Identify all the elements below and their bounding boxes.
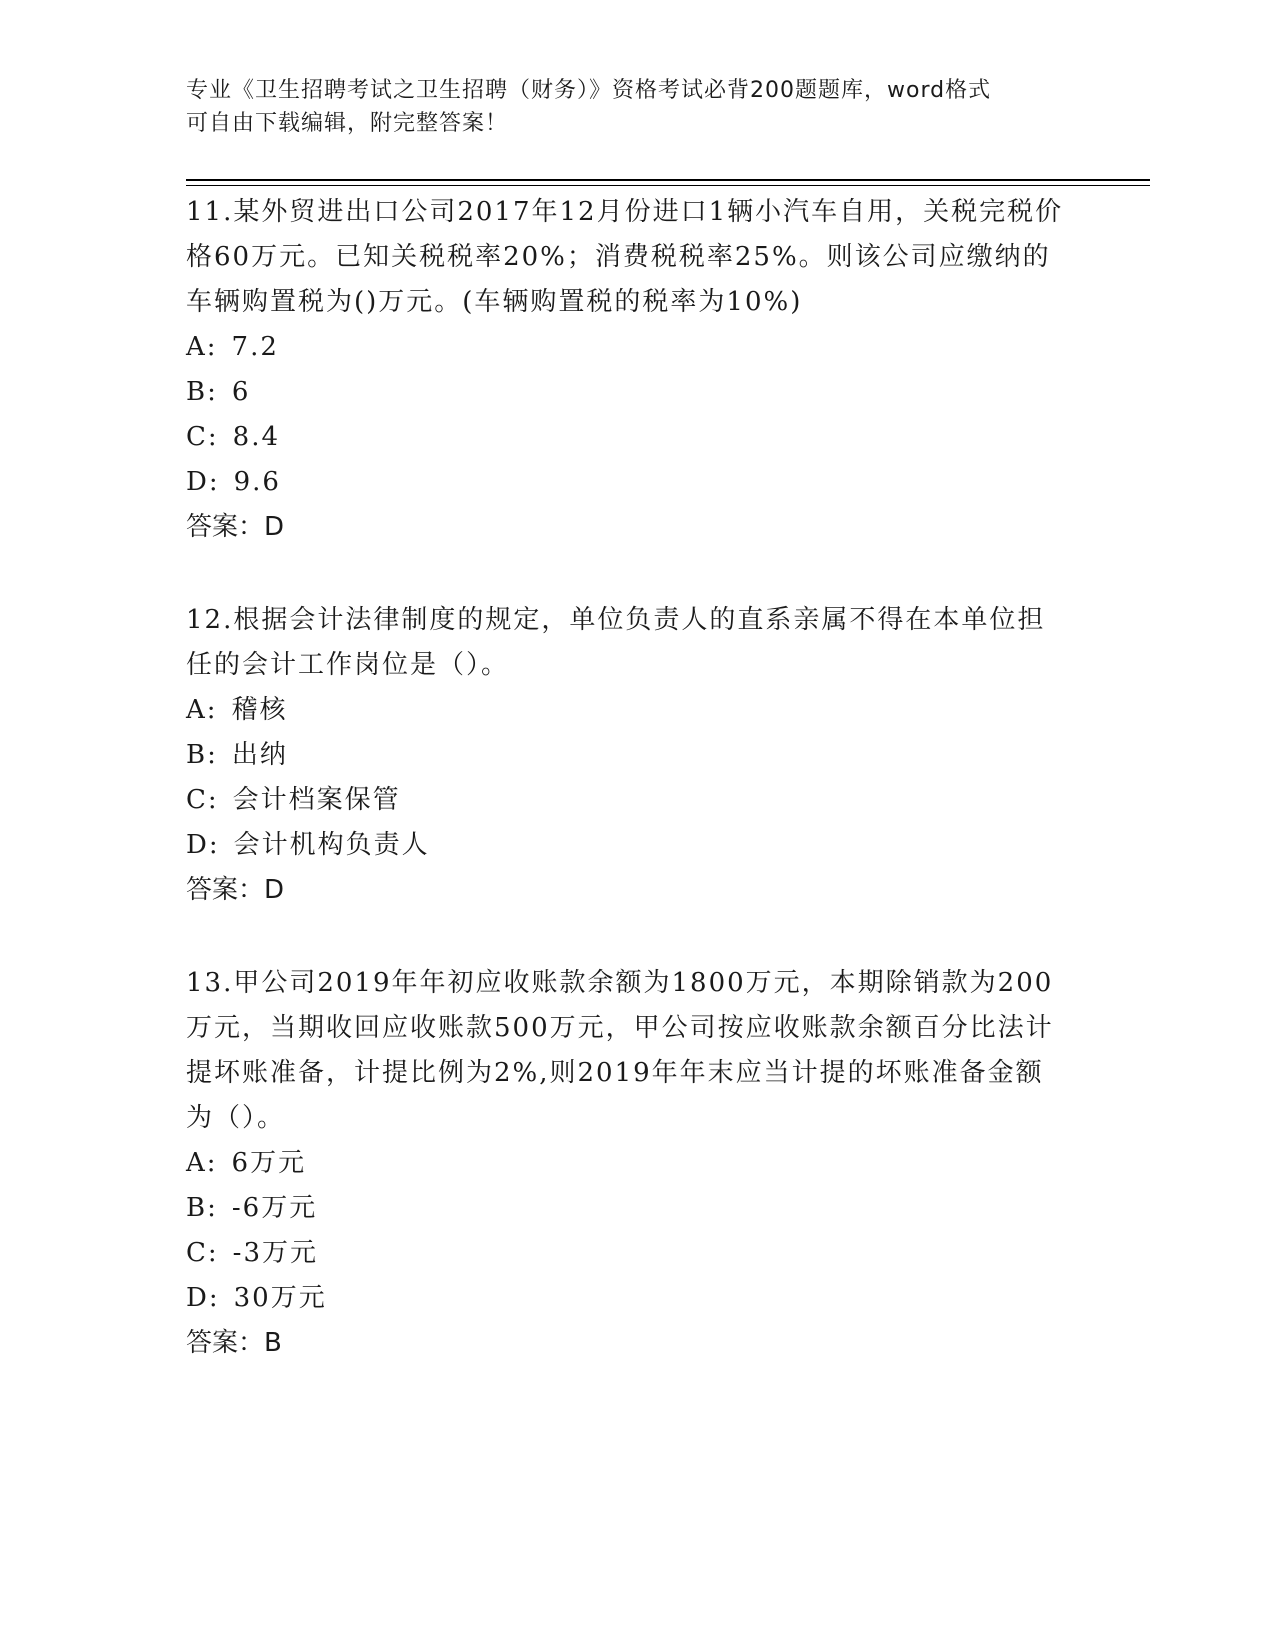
question-13 xyxy=(186,961,1066,1366)
option-label: D: xyxy=(186,830,220,860)
question-stem: 11.某外贸进出口公司2017年12月份进口1辆小汽车自用，关税完税价格60万元。已知关税税率20%；消费税税率25%。则该公司应缴纳的车辆购置税为()万元。(车辆购置税的税率为10%) xyxy=(186,197,1064,317)
document-header xyxy=(186,74,1066,140)
option-text: -3万元 xyxy=(232,1238,318,1268)
option-text: 会计档案保管 xyxy=(232,785,401,815)
question-11 xyxy=(186,190,1066,550)
option-label: D: xyxy=(186,467,220,497)
header-line-1: 专业《卫生招聘考试之卫生招聘（财务）》资格考试必背200题题库，word格式 xyxy=(186,78,992,103)
answer-line: 答案：B xyxy=(186,1328,282,1358)
option-d xyxy=(186,1276,1066,1321)
option-a xyxy=(186,1141,1066,1186)
answer-line: 答案：D xyxy=(186,512,285,542)
option-text: 30万元 xyxy=(233,1283,327,1313)
answer-line: 答案：D xyxy=(186,875,285,905)
option-text: 6 xyxy=(231,377,251,407)
header-rule-thick xyxy=(186,179,1150,181)
option-b xyxy=(186,733,1066,778)
option-label: C: xyxy=(186,785,219,815)
option-text: -6万元 xyxy=(231,1193,318,1223)
option-b xyxy=(186,1186,1066,1231)
option-c xyxy=(186,415,1066,460)
option-text: 7.2 xyxy=(231,332,279,362)
question-12 xyxy=(186,598,1066,913)
option-label: A: xyxy=(186,332,218,362)
option-c xyxy=(186,778,1066,823)
option-label: D: xyxy=(186,1283,220,1313)
question-list xyxy=(186,190,1066,1414)
option-text: 会计机构负责人 xyxy=(233,830,430,860)
header-line-2: 可自由下载编辑，附完整答案！ xyxy=(186,111,509,136)
option-d xyxy=(186,460,1066,505)
option-label: C: xyxy=(186,422,219,452)
option-label: B: xyxy=(186,1193,218,1223)
option-a xyxy=(186,325,1066,370)
question-stem: 12.根据会计法律制度的规定，单位负责人的直系亲属不得在本单位担任的会计工作岗位是（）。 xyxy=(186,605,1046,680)
option-a xyxy=(186,688,1066,733)
option-label: A: xyxy=(186,695,218,725)
question-stem: 13.甲公司2019年年初应收账款余额为1800万元，本期除销款为200万元，当期收回应收账款500万元，甲公司按应收账款余额百分比法计提坏账准备，计提比例为2%,则2019年年末应当计提的坏账准备金额为（）。 xyxy=(186,968,1054,1133)
option-b xyxy=(186,370,1066,415)
option-text: 8.4 xyxy=(232,422,281,452)
option-text: 9.6 xyxy=(233,467,281,497)
option-c xyxy=(186,1231,1066,1276)
option-text: 6万元 xyxy=(231,1148,307,1178)
option-label: A: xyxy=(186,1148,218,1178)
option-d xyxy=(186,823,1066,868)
option-text: 稽核 xyxy=(231,695,288,725)
option-text: 出纳 xyxy=(231,740,288,770)
option-label: B: xyxy=(186,377,218,407)
option-label: B: xyxy=(186,740,218,770)
header-rule-thin xyxy=(186,185,1150,186)
option-label: C: xyxy=(186,1238,219,1268)
